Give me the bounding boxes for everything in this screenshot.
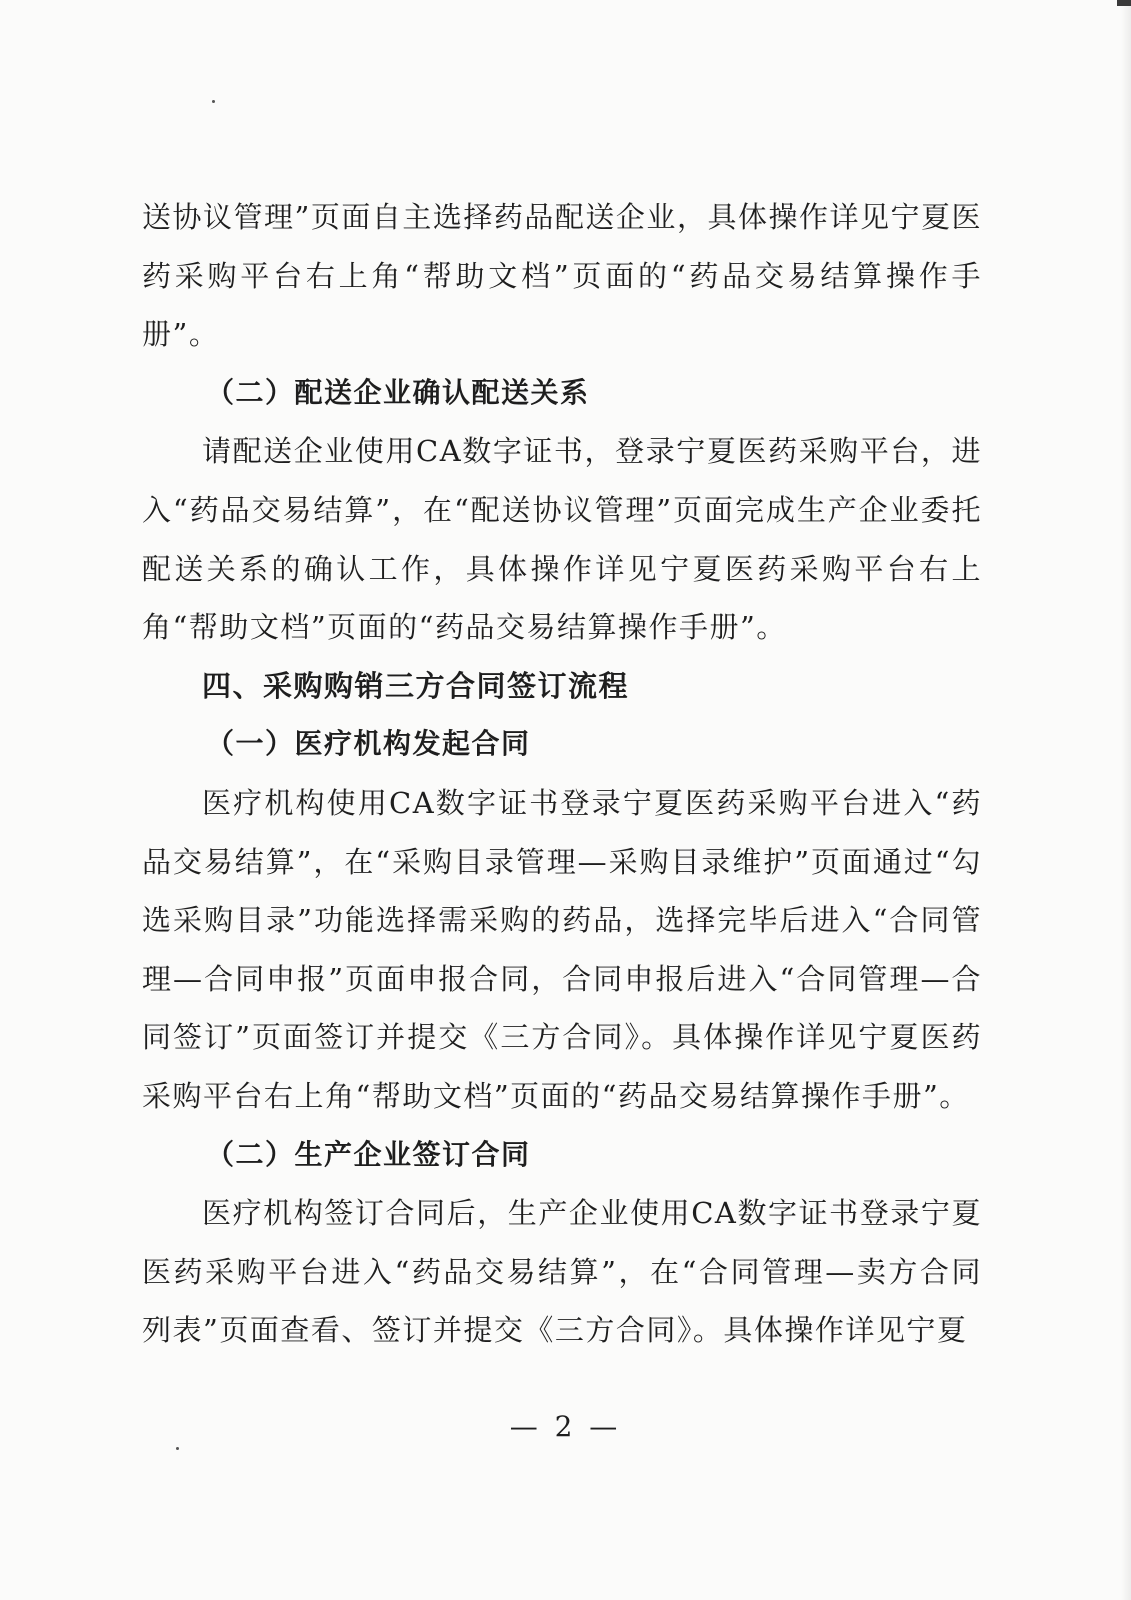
scan-edge-shadow: [1121, 0, 1131, 1600]
scan-speck: [212, 100, 215, 103]
paragraph-manufacturer-sign: 医疗机构签订合同后，生产企业使用CA数字证书登录宁夏医药采购平台进入“药品交易结算”，在“合同管理—卖方合同列表”页面查看、签订并提交《三方合同》。具体操作详见宁夏: [142, 1196, 982, 1348]
paragraph-institution-initiate: 医疗机构使用CA数字证书登录宁夏医药采购平台进入“药品交易结算”，在“采购目录管理—采购目录维护”页面通过“勾选采购目录”功能选择需采购的药品，选择完毕后进入“合同管理—合同申报”页面申报合同，合同申报后进入“合同管理—合同签订”页面签订并提交《三方合同》。具体操作详见宁夏医药采购平台右上角“帮助文档”页面的“药品交易结算操作手册”。: [142, 785, 982, 1113]
subheading-institution-initiate: （一）医疗机构发起合同: [206, 727, 531, 761]
subheading-delivery-confirm: （二）配送企业确认配送关系: [206, 375, 590, 409]
document-body: [142, 188, 982, 1360]
paragraph-continued: 送协议管理”页面自主选择药品配送企业，具体操作详见宁夏医药采购平台右上角“帮助文档”页面的“药品交易结算操作手册”。: [142, 200, 982, 352]
section-heading-contract-process: 四、采购购销三方合同签订流程: [202, 668, 630, 703]
page-number: — 2 —: [509, 1410, 622, 1443]
scan-speck: [176, 1447, 179, 1450]
paragraph-delivery-confirm: 请配送企业使用CA数字证书，登录宁夏医药采购平台，进入“药品交易结算”，在“配送协议管理”页面完成生产企业委托配送关系的确认工作，具体操作详见宁夏医药采购平台右上角“帮助文档”页面的“药品交易结算操作手册”。: [142, 434, 982, 645]
scan-corner-mark: [1117, 0, 1131, 6]
subheading-manufacturer-sign: （二）生产企业签订合同: [206, 1137, 531, 1171]
